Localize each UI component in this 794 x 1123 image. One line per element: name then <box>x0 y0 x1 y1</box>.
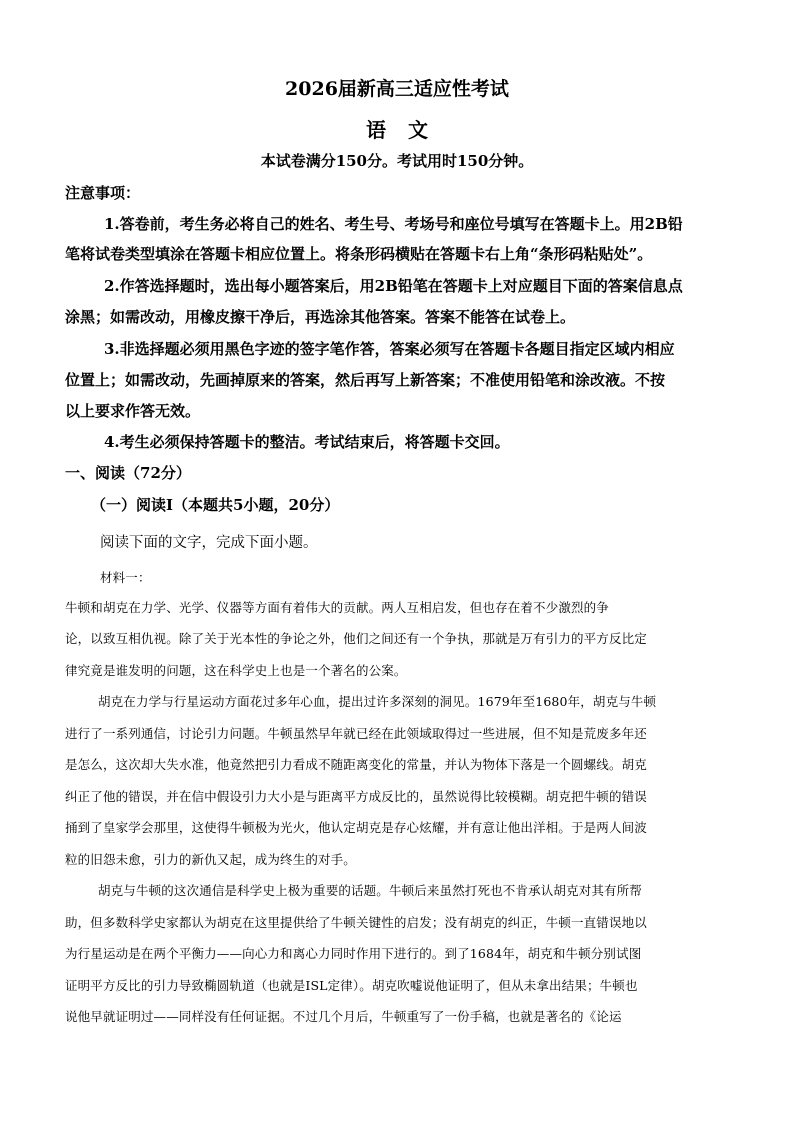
notice-line: 1.答卷前，考生务必将自己的姓名、考生号、考场号和座位号填写在答题卡上。用2B铅 <box>104 215 683 233</box>
section-subheading: （一）阅读Ⅰ（本题共5小题，20分） <box>91 496 340 514</box>
exam-info: 本试卷满分150分。考试用时150分钟。 <box>260 152 534 170</box>
passage-line: 是怎么，这次却大失水准，他竟然把引力看成不随距离变化的常量，并认为物体下落是一个圆螺线。胡克 <box>65 757 647 772</box>
notice-line: 笔将试卷类型填涂在答题卡相应位置上。将条形码横贴在答题卡右上角“条形码粘贴处”。 <box>65 245 653 263</box>
passage-line: 律究竟是谁发明的问题，这在科学史上也是一个著名的公案。 <box>65 663 407 678</box>
passage-line: 说他早就证明过——同样没有任何证据。不过几个月后，牛顿重写了一份手稿，也就是著名的《论运 <box>65 1009 622 1024</box>
passage-line: 论，以致互相仇视。除了关于光本性的争论之外，他们之间还有一个争执，那就是万有引力的平方反比定 <box>65 631 647 646</box>
reading-instruction: 阅读下面的文字，完成下面小题。 <box>100 535 318 551</box>
subject-title: 语文 <box>366 118 450 142</box>
notice-line: 4.考生必须保持答题卡的整洁。考试结束后，将答题卡交回。 <box>104 433 510 451</box>
passage-line: 胡克与牛顿的这次通信是科学史上极为重要的话题。牛顿后来虽然打死也不肯承认胡克对其有所帮 <box>98 883 642 898</box>
passage-line: 牛顿和胡克在力学、光学、仪器等方面有着伟大的贡献。两人互相启发，但也存在着不少激烈的争 <box>65 600 609 615</box>
passage-line: 助，但多数科学史家都认为胡克在这里提供给了牛顿关键性的启发；没有胡克的纠正，牛顿一直错误地以 <box>65 915 647 930</box>
material-label: 材料一： <box>100 570 151 585</box>
passage-line: 捅到了皇家学会那里，这使得牛顿极为光火，他认定胡克是存心炫耀，并有意让他出洋相。于是两人间波 <box>65 820 647 835</box>
passage-line: 纠正了他的错误，并在信中假设引力大小是与距离平方成反比的，虽然说得比较模糊。胡克把牛顿的错误 <box>65 789 647 804</box>
passage-line: 证明平方反比的引力导致椭圆轨道（也就是ISL定律）。胡克吹嘘说他证明了，但从未拿出结果；牛顿也 <box>65 978 638 993</box>
passage-line: 胡克在力学与行星运动方面花过多年心血，提出过许多深刻的洞见。1679年至1680年，胡克与牛顿 <box>98 694 657 709</box>
notice-line: 涂黑；如需改动，用橡皮擦干净后，再选涂其他答案。答案不能答在试卷上。 <box>65 308 576 326</box>
notice-line: 3.非选择题必须用黑色字迹的签字笔作答，答案必须写在答题卡各题目指定区域内相应 <box>104 340 675 358</box>
passage-line: 进行了一系列通信，讨论引力问题。牛顿虽然早年就已经在此领域取得过一些进展，但不知是荒废多年还 <box>65 726 647 741</box>
passage-line: 粒的旧怨未愈，引力的新仇又起，成为终生的对手。 <box>65 852 356 867</box>
notice-line: 以上要求作答无效。 <box>65 402 201 420</box>
section-heading: 一、阅读（72分） <box>65 464 191 482</box>
notice-heading: 注意事项： <box>65 184 141 202</box>
notice-line: 2.作答选择题时，选出每小题答案后，用2B铅笔在答题卡上对应题目下面的答案信息点 <box>104 277 683 295</box>
passage-line: 为行星运动是在两个平衡力——向心力和离心力同时作用下进行的。到了1684年，胡克和牛顿分别试图 <box>65 946 642 961</box>
exam-title: 2026届新高三适应性考试 <box>285 78 509 100</box>
notice-line: 位置上；如需改动，先画掉原来的答案，然后再写上新答案；不准使用铅笔和涂改液。不按 <box>65 371 666 389</box>
